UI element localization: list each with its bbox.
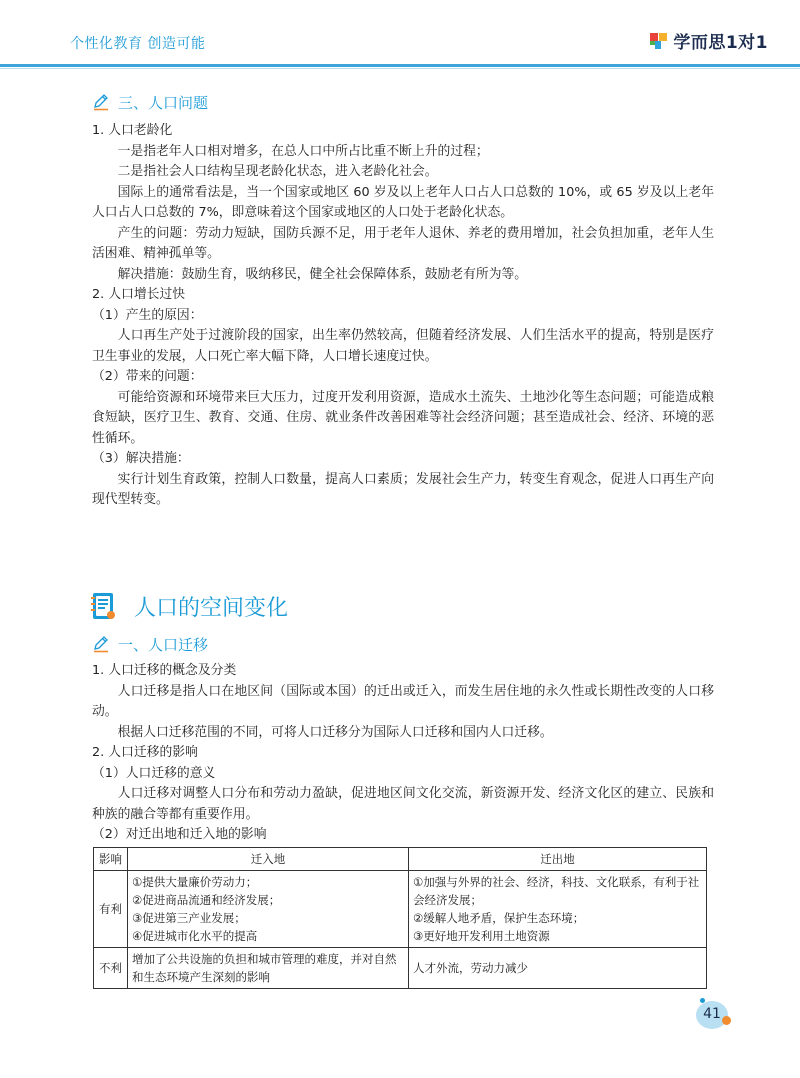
page-header <box>0 0 800 66</box>
table-cell-line: 增加了公共设施的负担和城市管理的难度，并对自然和生态环境产生深刻的影响 <box>132 952 397 984</box>
table-cell-line: ②促进商品流通和经济发展； <box>132 893 281 907</box>
migration-impact-table <box>93 847 707 989</box>
section-heading-population-problems <box>92 90 208 114</box>
table-body <box>94 871 707 989</box>
table-header-row <box>94 848 707 871</box>
table-cell-line: ①提供大量廉价劳动力； <box>132 875 258 889</box>
table-cell-in <box>128 948 409 989</box>
paragraph: 1. 人口老龄化 <box>92 123 173 138</box>
decorative-dot <box>700 998 705 1003</box>
table-cell-in <box>128 871 409 948</box>
brand-logo-icon <box>649 30 669 50</box>
brand-name: 学而思1对1 <box>673 32 768 53</box>
paragraph: （2）带来的问题： <box>92 369 203 384</box>
section-body-migration <box>92 661 714 846</box>
table-cell-line: ③更好地开发利用土地资源 <box>413 929 550 943</box>
paragraph: 解决措施：鼓励生育，吸纳移民，健全社会保障体系，鼓励老有所为等。 <box>117 266 528 282</box>
paragraph: 二是指社会人口结构呈现老龄化状态，进入老龄化社会。 <box>117 164 438 179</box>
table-cell-line: ④促进城市化水平的提高 <box>132 929 258 943</box>
table-header-cell: 迁出地 <box>409 848 707 871</box>
paragraph: 根据人口迁移范围的不同，可将人口迁移分为国际人口迁移和国内人口迁移。 <box>117 724 553 740</box>
pencil-icon <box>92 93 110 111</box>
table-cell-out <box>409 871 707 948</box>
chapter-heading <box>90 588 288 624</box>
table-cell-out <box>409 948 707 989</box>
paragraph: 人口再生产处于过渡阶段的国家，出生率仍然较高，但随着经济发展、人们生活水平的提高，特别是医疗卫生事业的发展，人口死亡率大幅下降，人口增长速度过快。 <box>92 328 714 364</box>
table-header-cell: 迁入地 <box>128 848 409 871</box>
page-number: 41 <box>703 1006 721 1022</box>
paragraph: 人口迁移是指人口在地区间（国际或本国）的迁出或迁入，而发生居住地的永久性或长期性改变的人口移动。 <box>92 683 714 719</box>
paragraph: 一是指老年人口相对增多，在总人口中所占比重不断上升的过程； <box>117 143 489 159</box>
header-slogan: 个性化教育 创造可能 <box>70 36 206 52</box>
table-cell-line: ③促进第三产业发展； <box>132 911 246 925</box>
paragraph: 2. 人口增长过快 <box>92 287 186 302</box>
table-cell-line: 人才外流，劳动力减少 <box>413 961 528 975</box>
table-cell-line: ①加强与外界的社会、经济，科技、文化联系，有利于社会经济发展； <box>413 875 700 907</box>
header-divider <box>0 64 800 67</box>
paragraph: 实行计划生育政策，控制人口数量，提高人口素质；发展社会生产力，转变生育观念，促进人口再生产向现代型转变。 <box>92 471 714 507</box>
paragraph: 2. 人口迁移的影响 <box>92 745 198 760</box>
section-heading-text: 三、人口问题 <box>118 93 209 112</box>
table-cell-line: ②缓解人地矛盾，保护生态环境； <box>413 911 585 925</box>
paragraph: 国际上的通常看法是，当一个国家或地区 60 岁及以上老年人口占人口总数的 10%，或 65 岁及以上老年人口占人口总数的 7%，即意味着这个国家或地区的人口处于老龄化状态。 <box>92 184 714 220</box>
paragraph: 人口迁移对调整人口分布和劳动力盈缺，促进地区间文化交流，新资源开发、经济文化区的建立、民族和种族的融合等都有重要作用。 <box>92 786 714 822</box>
table-row <box>94 871 707 948</box>
paragraph: （1）人口迁移的意义 <box>92 765 216 781</box>
table-row-label: 不利 <box>94 948 128 989</box>
table-row-label: 有利 <box>94 871 128 948</box>
section-heading-migration <box>92 632 208 656</box>
pencil-icon <box>92 635 110 653</box>
page-number-badge <box>696 1001 732 1029</box>
notebook-icon <box>90 591 118 621</box>
chapter-title: 人口的空间变化 <box>134 595 289 621</box>
paragraph: 1. 人口迁移的概念及分类 <box>92 663 237 678</box>
paragraph: 可能给资源和环境带来巨大压力，过度开发利用资源，造成水土流失、土地沙化等生态问题；可能造成粮食短缺，医疗卫生、教育、交通、住房、就业条件改善困难等社会经济问题；甚至造成社会、经济、环境的恶性循环。 <box>92 389 714 446</box>
paragraph: 产生的问题：劳动力短缺，国防兵源不足，用于老年人退休、养老的费用增加，社会负担加重，老年人生活困难、精神孤单等。 <box>92 225 714 261</box>
brand <box>649 27 768 53</box>
paragraph: （1）产生的原因： <box>92 307 203 323</box>
paragraph: （3）解决措施： <box>92 451 190 466</box>
section-heading-text: 一、人口迁移 <box>118 635 209 654</box>
section-body-population-problems <box>92 121 714 511</box>
table-row <box>94 948 707 989</box>
table-header-cell: 影响 <box>94 848 128 871</box>
paragraph: （2）对迁出地和迁入地的影响 <box>92 827 267 842</box>
header-divider-thin <box>0 68 800 69</box>
